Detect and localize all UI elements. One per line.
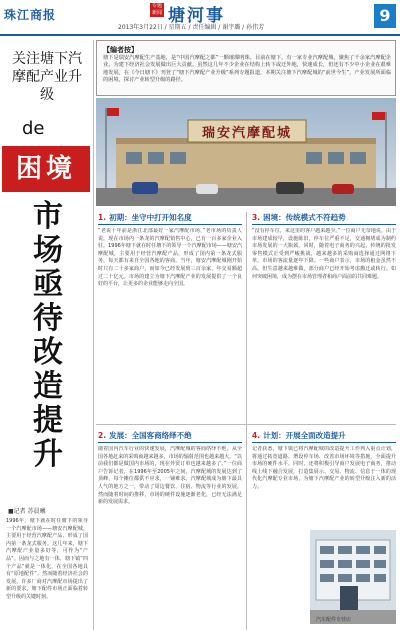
date-line: 2013年3月22日 / 星期五 / 责任编辑 / 谢宇璐 / 孙伟芳 xyxy=(118,24,265,31)
kunjing-banner: 困境 xyxy=(2,146,90,192)
shop-photo xyxy=(310,530,396,624)
section-1-heading xyxy=(98,212,192,224)
section-2-title: 发展：全国客商络绎不绝 xyxy=(109,431,192,440)
section-3-title: 困境：传统模式不符趋势 xyxy=(263,213,346,222)
section-4-body: 记者获悉，塘下镇已将汽摩配城的改造提升工作列入重点计划，将通过拓宽道路、增设停车场、改善市场环境等措施，全面提升市场的硬件水平。同时，还将积极引导商户发展电子商务，推动线上线下融合发展，打造集展示、交易、物流、信息于一体的现代化汽摩配专业市场，为塘下汽摩配产业的转型升级注入新的活力。 xyxy=(252,446,396,490)
newspaper-logo: 珠江商报 xyxy=(4,8,57,22)
column-divider xyxy=(246,212,247,630)
section-2-heading xyxy=(98,430,192,442)
left-body-text: 1996年，塘下就在时任塘下的领导一个汽摩配市场——塘安汽摩配城，主要用于经营汽摩配产品，形成了国内第一条龙式服务。这几年来，塘下汽摩配产业量多好等，可作为“产品”。因而与之地有一体，塘下镇“四个产品”就是一体化，在全国各地具有“原地配件”。然而随着经济社会的发展，许多厂商对汽摩配市场提出了新的要求，塘下配件市场正面临着转型升级的关键时刻。 xyxy=(6,518,88,600)
left-column xyxy=(0,40,92,634)
masthead xyxy=(0,0,400,36)
editor-note-text: 塘下是瑞安汽摩配生产基地，是“中国汽摩配之都”一颗璀璨明珠。目前在塘下，有一家专业汽摩配城，聚焦了千余家汽摩配企业。为建下经济社会发展做出巨大贡献。虽然这几年不少企业在结构上转下或迁外地，快速成长，但还有不少中小企业在艰难地发展，在《今日塘下》刊登了“塘下汽摩配产业升级”系列专题报道，本期关注塘下汽摩配城的“前世今生”，产业发展所面临的困境，探讨产业转型升级的路径。 xyxy=(103,55,391,84)
section-1-body: “老说十年前是浙江北部最好一家汽摩配市场，”老市场的负责人说，现在市场内一条龙的汽摩配销售中心，已有一百多家企业入驻。1996年塘下就在时任塘下的领导一个汽摩配市场——塘安汽摩配城，主要用于经营汽摩配产品，形成了国内第一条龙式服务，每天都有来自全国各地的客商。当年，塘安汽摩配城刚开始时只有二十多家商户，而如今已经发展到三百余家，年交易额超过二十亿元。市场的建立为塘下汽摩配产业的发展提供了一个良好的平台，让更多的企业能够走向全国。 xyxy=(98,228,242,288)
section-2-number: 2. xyxy=(98,431,107,440)
market-photo xyxy=(96,98,396,206)
section-4-number: 4. xyxy=(252,431,261,440)
byline: ■记者 苏晨曦 xyxy=(8,508,46,515)
row-divider xyxy=(96,424,396,425)
section-2-body: 随着国内汽车行业的快速发展，汽摩配城的客商络绎不绝。从全国各地赶来的采购商越来越多，市场的辐射范围也越来越大。“以前我们都是做国内市场的，现在外贸订单也越来越多了。”一位商户告诉记者，在1996年至2005年之间，汽摩配城的发展达到了顶峰，每个摊位都供不应求，一铺难求。汽摩配城成为塘下最具人气的地方之一，带动了周边餐饮、住宿、物流等行业的发展。然而随着时间的推移，市场的硬件设施逐渐老化，已经无法满足新的发展需求。 xyxy=(98,446,242,506)
column-divider xyxy=(93,40,94,630)
section-4-heading xyxy=(252,430,346,442)
section-name: 塘河事 xyxy=(168,6,225,26)
section-1 xyxy=(98,212,242,420)
masthead-rule xyxy=(0,34,400,36)
section-3-body: “没有停车位，来这里的客户越来越少。”一位商户无奈地说。由于市场建成较早，设施陈旧，停车位严重不足，交通拥堵成为制约市场发展的一大瓶颈。同时，随着电子商务的兴起，传统的批发零售模式正受到严峻挑战，越来越多的采购商选择通过网络下单，市场的客流量逐年下降。一些商户表示，市场的租金虽然不高，但生意越来越难做，部分商户已经开始考虑搬迁或转行。如何突破困境，成为摆在市场管理者和商户面前的共同难题。 xyxy=(252,228,396,280)
section-3-heading xyxy=(252,212,346,224)
editor-note-title: 【编者按】 xyxy=(103,46,138,54)
section-4-rule xyxy=(252,442,396,443)
section-2 xyxy=(98,430,242,630)
section-3 xyxy=(252,212,396,420)
section-flag: 专题新闻 xyxy=(151,3,162,16)
kicker-headline: 关注塘下汽摩配产业升级 xyxy=(12,51,82,103)
section-1-rule xyxy=(98,224,242,225)
section-2-rule xyxy=(98,442,242,443)
section-3-number: 3. xyxy=(252,213,261,222)
section-4 xyxy=(252,430,396,526)
section-1-title: 初期：坐守中打开知名度 xyxy=(109,213,192,222)
editor-note xyxy=(96,40,396,96)
main-headline: 市场亟待改造提升 xyxy=(33,199,63,472)
page-number: 9 xyxy=(374,4,396,28)
de-word: de xyxy=(22,118,45,139)
market-sign: 瑞安汽摩配城 xyxy=(201,126,292,141)
section-4-body-continued xyxy=(252,530,306,626)
shop-photo-caption: 汽车配件专营店 xyxy=(316,617,352,623)
section-1-number: 1. xyxy=(98,213,107,222)
section-3-rule xyxy=(252,224,396,225)
section-4-title: 计划：开展全面改造提升 xyxy=(263,431,346,440)
